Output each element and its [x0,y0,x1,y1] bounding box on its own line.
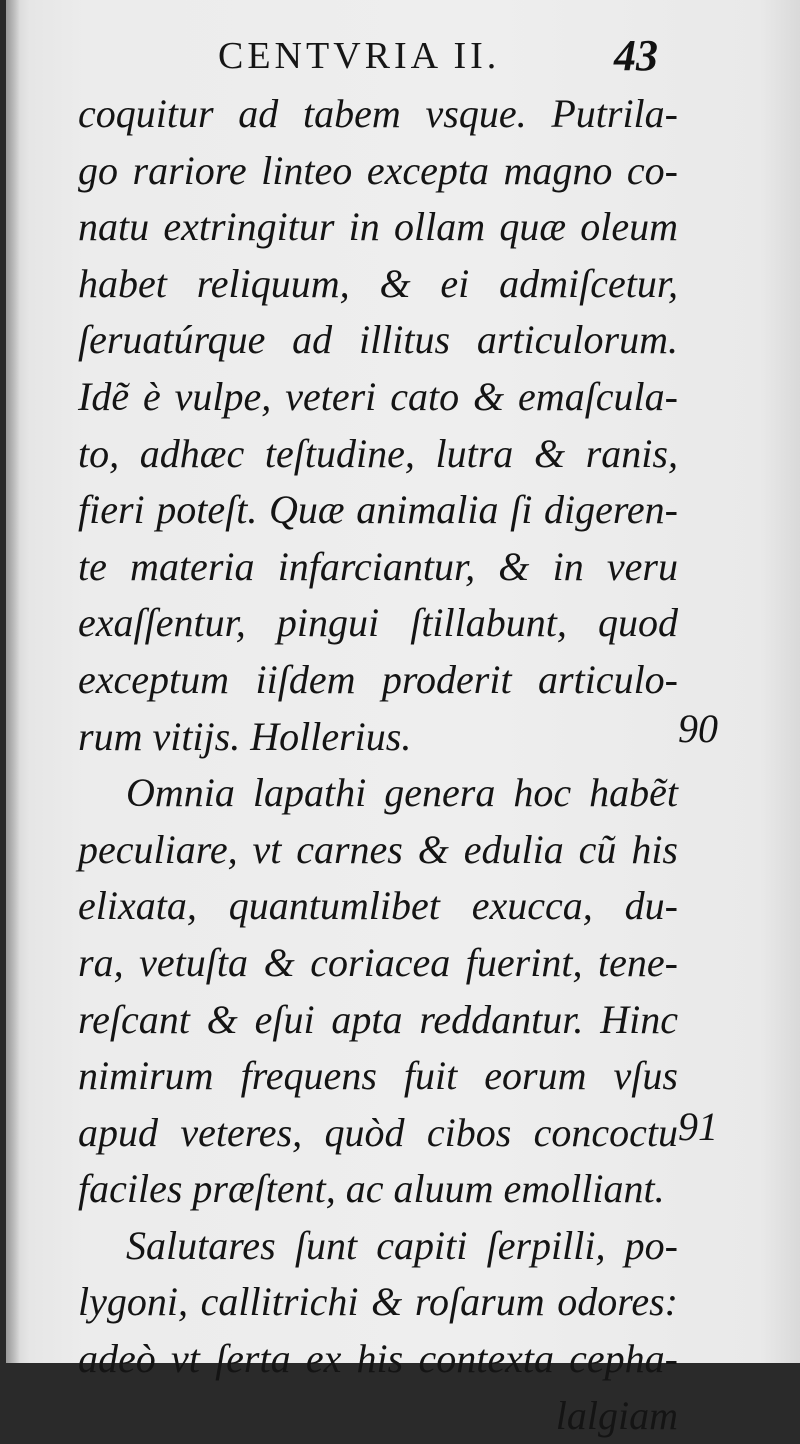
text-line: to, adhæc teſtudine, lutra & ranis, [78,430,678,476]
text-line: adeò vt ſerta ex his contexta cepha- [78,1336,678,1382]
text-line: ſeruatúrque ad illitus articulorum. [78,317,678,363]
gutter-shadow [6,0,20,1363]
text-line: faciles præſtent, ac aluum emolliant. [78,1166,665,1212]
text-line: go rariore linteo excepta magno co- [78,147,678,193]
running-head: CENTVRIA II. [218,35,501,77]
text-line: Salutares ſunt capiti ſerpilli, po- [126,1222,678,1268]
text-line: peculiare, vt carnes & edulia cũ his [78,826,678,872]
margin-number: 90 [678,706,718,751]
text-line: exaſſentur, pingui ſtillabunt, quod [78,600,678,646]
text-line: apud veteres, quòd cibos concoctu [78,1109,678,1155]
text-block [78,86,678,1444]
page-header [6,30,800,86]
text-line: coquitur ad tabem vsque. Putrila- [78,91,678,136]
text-line: ra, vetuſta & coriacea fuerint, tene- [78,939,678,985]
text-line: fieri poteſt. Quæ animalia ſi digeren- [78,487,678,533]
book-page [6,0,800,1438]
text-line: rum vitijs. Hollerius. [78,713,412,759]
margin-number: 91 [678,1104,718,1149]
text-line: elixata, quantumlibet exucca, du- [78,883,678,929]
text-line: habet reliquum, & ei admiſcetur, [78,260,678,306]
text-line: lygoni, callitrichi & roſarum odores: [78,1279,678,1325]
text-line: nimirum frequens fuit eorum vſus [78,1053,678,1099]
catchword: lalgiam [555,1392,678,1438]
page-number: 43 [614,31,658,80]
text-line: te materia infarciantur, & in veru [78,543,678,589]
text-line: reſcant & eſui apta reddantur. Hinc [78,996,678,1042]
text-line: natu extringitur in ollam quæ oleum [78,204,678,250]
text-line: Idẽ è vulpe, veteri cato & emaſcula- [78,373,678,419]
text-line: exceptum iiſdem proderit articulo- [78,656,678,702]
text-line: Omnia lapathi genera hoc habẽt [126,770,678,816]
